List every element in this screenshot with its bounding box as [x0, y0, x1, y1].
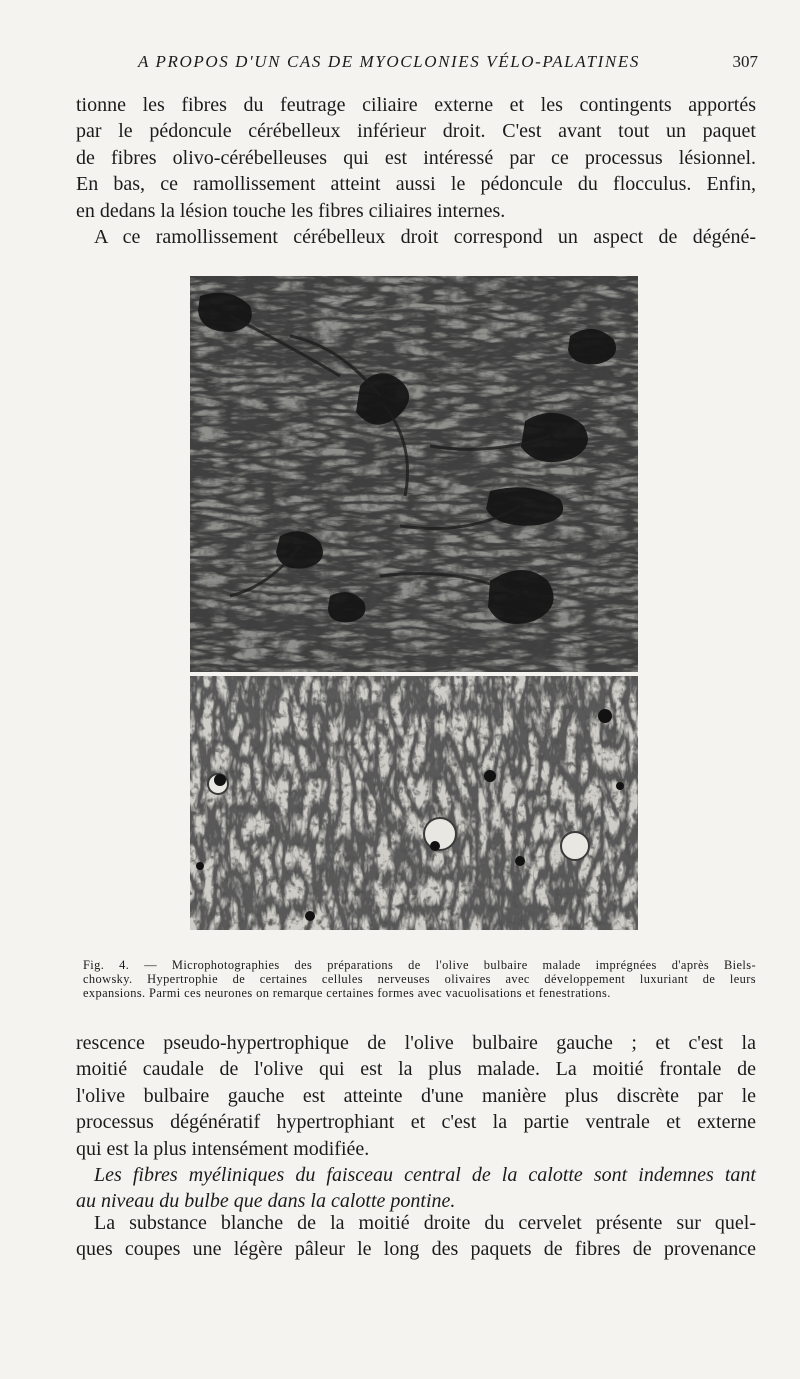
- caption-line: expansions. Parmi ces neurones on remarque certaines formes avec vacuolisations et fenestrations.: [83, 986, 611, 1000]
- figure-caption: [83, 958, 756, 1000]
- text-line: au niveau du bulbe que dans la calotte pontine.: [76, 1190, 456, 1213]
- caption-line: Fig. 4. — Microphotographies des préparations de l'olive bulbaire malade imprégnées d'après Biels-: [83, 958, 756, 972]
- bottom-paragraph: [76, 1030, 756, 1162]
- running-head: [78, 52, 758, 76]
- text-line: rescence pseudo-hypertrophique de l'olive bulbaire gauche ; et c'est la: [76, 1032, 756, 1054]
- last-paragraph: [76, 1210, 756, 1263]
- text-line: moitié caudale de l'olive qui est la plus malade. La moitié frontale de: [76, 1058, 756, 1081]
- micrograph-top: [190, 276, 638, 672]
- text-line: processus dégénératif hypertrophiant et c'est la partie ventrale et externe: [76, 1111, 756, 1134]
- running-head-title: A PROPOS D'UN CAS DE MYOCLONIES VÉLO-PALATINES: [138, 52, 640, 71]
- text-line: l'olive bulbaire gauche est atteinte d'une manière plus discrète par le: [76, 1084, 756, 1107]
- italic-paragraph: [76, 1162, 756, 1215]
- top-paragraph: [76, 92, 756, 250]
- text-line: Les fibres myéliniques du faisceau central de la calotte sont indemnes tant: [94, 1164, 756, 1186]
- text-line: en dedans la lésion touche les fibres ciliaires internes.: [76, 199, 506, 222]
- micrograph-bottom: [190, 676, 638, 930]
- text-line: qui est la plus intensément modifiée.: [76, 1137, 370, 1160]
- text-line: En bas, ce ramollissement atteint aussi le pédoncule du flocculus. Enfin,: [76, 173, 756, 196]
- text-line: La substance blanche de la moitié droite du cervelet présente sur quel-: [94, 1212, 756, 1234]
- text-line: tionne les fibres du feutrage ciliaire externe et les contingents apportés: [76, 94, 756, 116]
- text-line: par le pédoncule cérébelleux inférieur droit. C'est avant tout un paquet: [76, 120, 756, 143]
- text-line: ques coupes une légère pâleur le long des paquets de fibres de provenance: [76, 1238, 756, 1261]
- page-number: 307: [732, 52, 758, 71]
- text-line: de fibres olivo-cérébelleuses qui est intéressé par ce processus lésionnel.: [76, 146, 756, 169]
- caption-line: chowsky. Hypertrophie de certaines cellules nerveuses olivaires avec développement luxuriant de leurs: [83, 972, 756, 986]
- text-line: A ce ramollissement cérébelleux droit correspond un aspect de dégéné-: [94, 225, 756, 248]
